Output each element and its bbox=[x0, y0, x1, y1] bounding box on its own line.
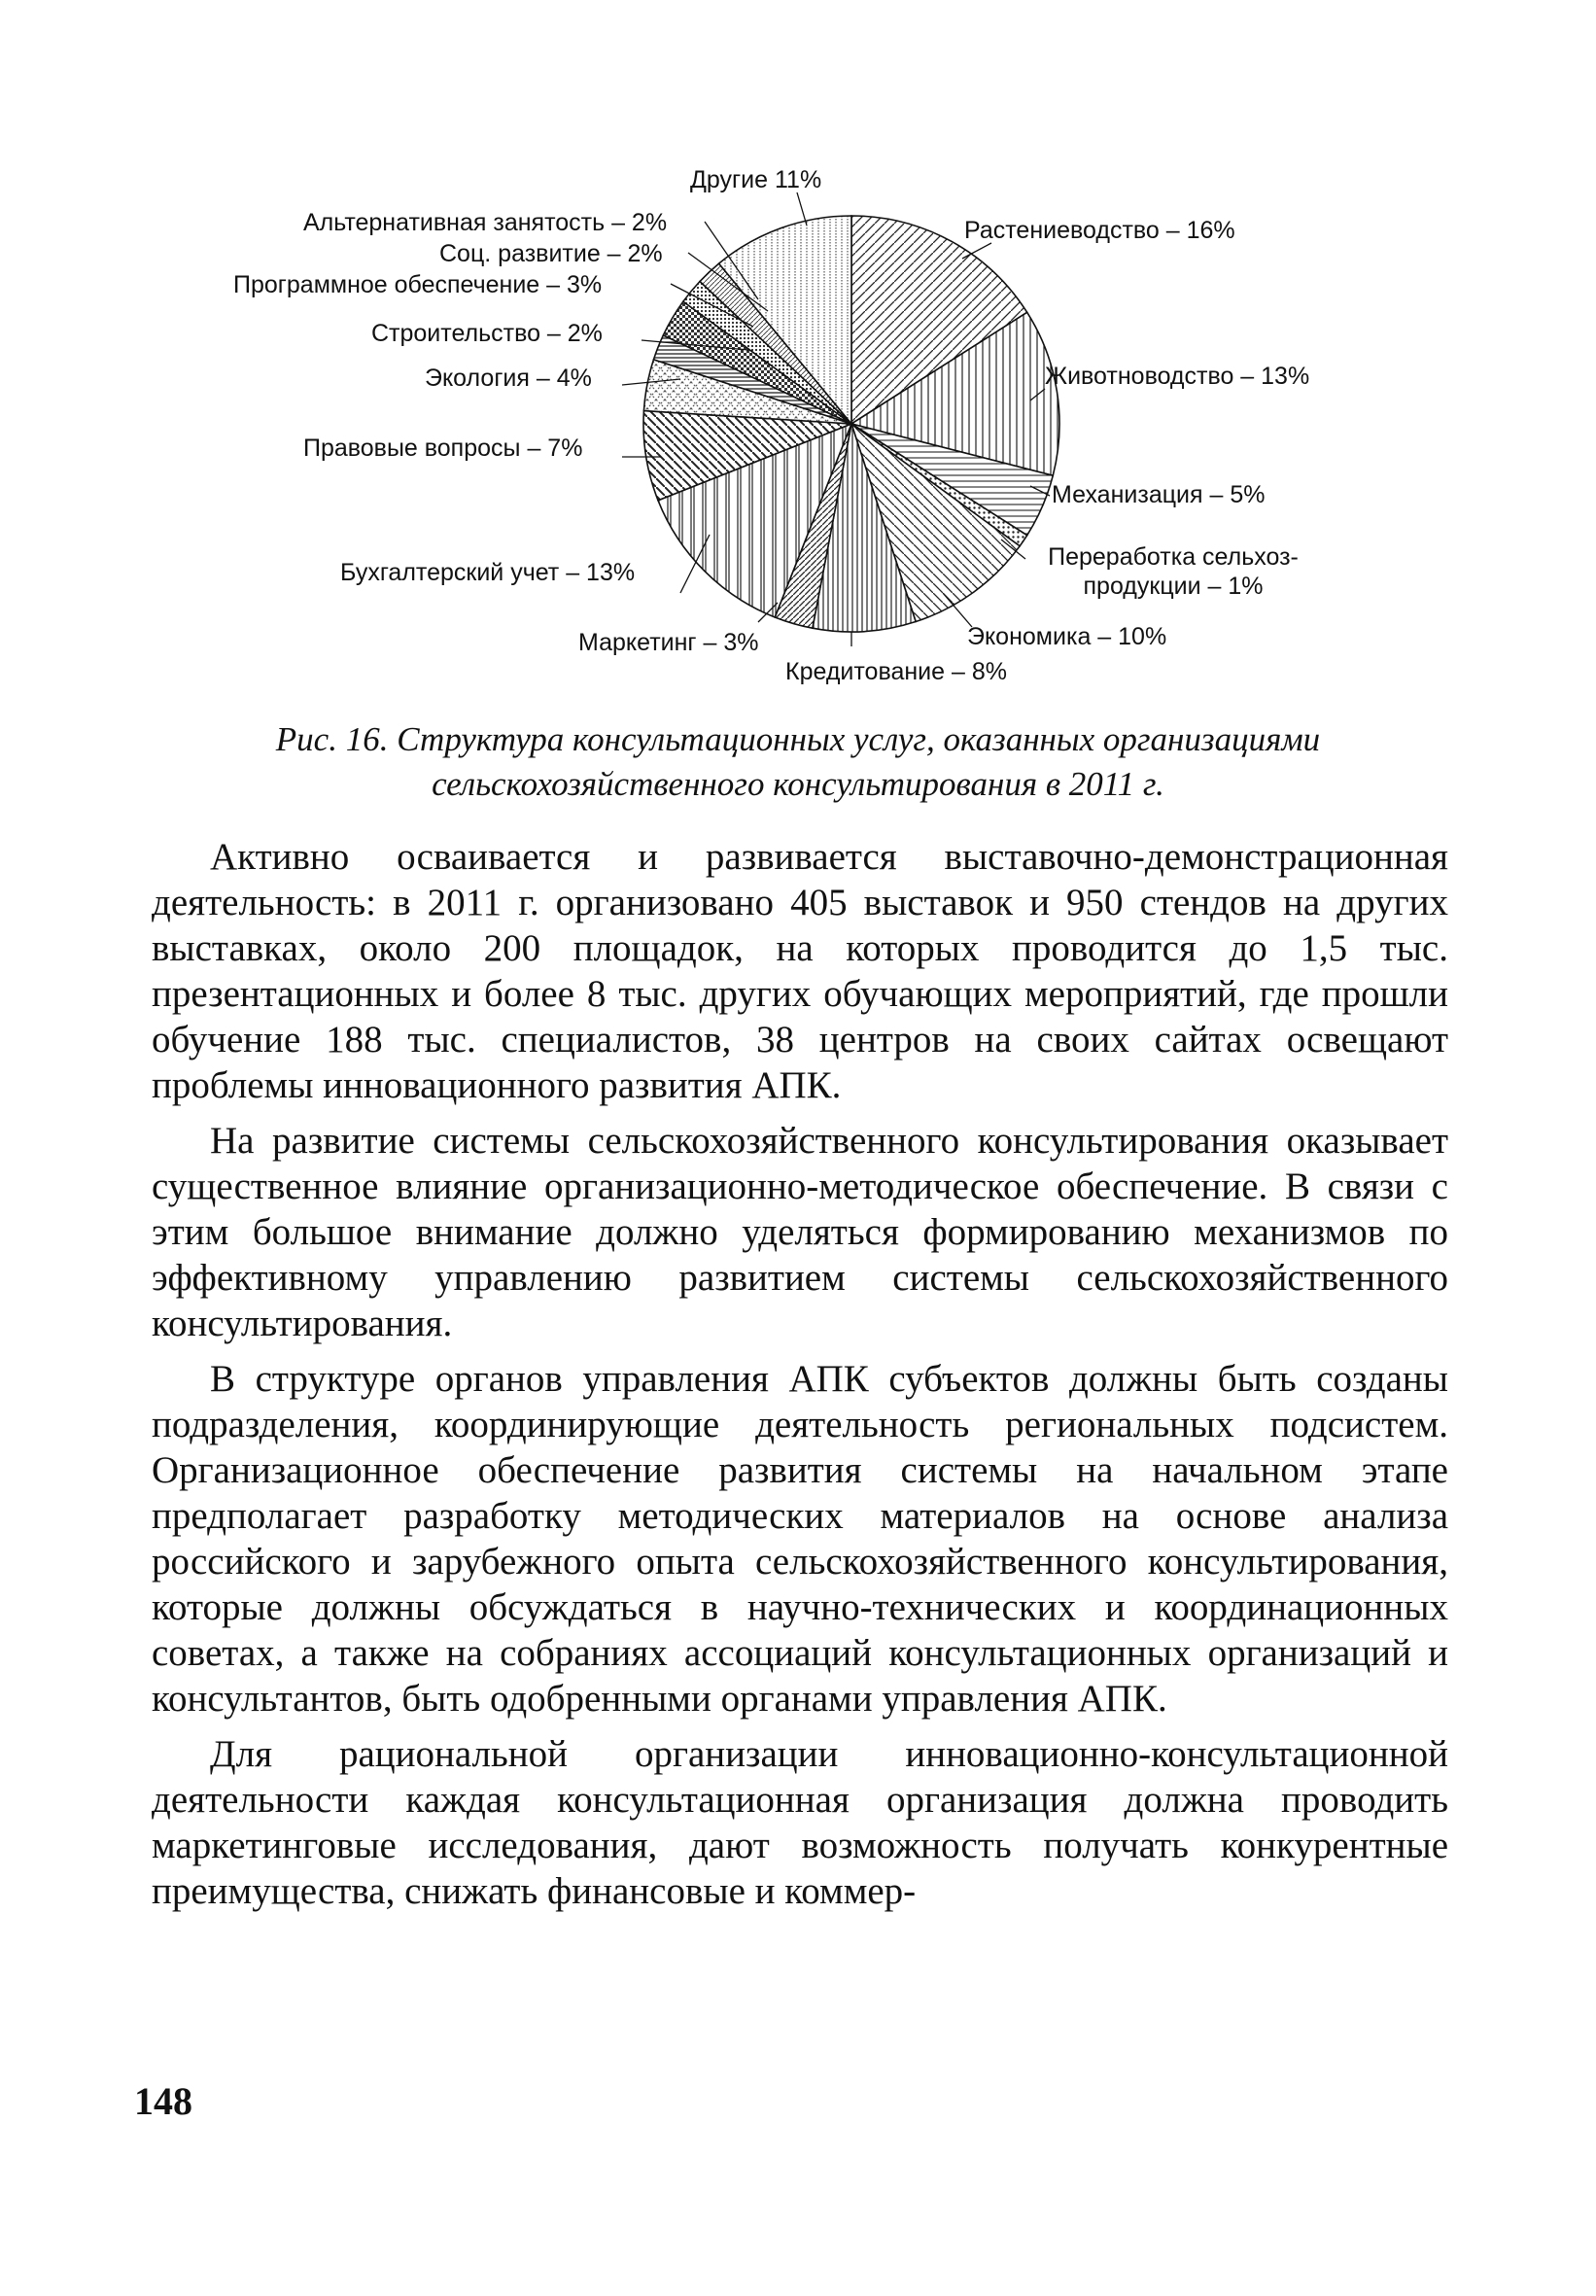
figure-caption: Рис. 16. Структура консультационных услуг, оказанных организациями сельскохозяйственного консультирования в 2011 г. bbox=[275, 720, 1321, 803]
label-animal: Животноводство – 13% bbox=[1045, 363, 1310, 390]
pie-chart-svg bbox=[0, 146, 1596, 700]
label-software: Программное обеспечение – 3% bbox=[233, 271, 603, 298]
label-marketing: Маркетинг – 3% bbox=[578, 629, 759, 656]
label-mech: Механизация – 5% bbox=[1052, 481, 1266, 508]
label-processing bbox=[1023, 542, 1324, 601]
paragraph: Для рациональной организации инновационно-консультационной деятельности каждая консультационная организация должна проводить маркетинговые исследования, дают возможность получать конкурентные преимущества, снижать финансовые и коммер- bbox=[152, 1733, 1448, 1912]
label-other: Другие 11% bbox=[690, 166, 822, 193]
label-social: Соц. развитие – 2% bbox=[439, 240, 663, 267]
paragraph: На развитие системы сельскохозяйственного консультирования оказывает существенное влияние организационно-методическое обеспечение. В связи с этим большое внимание должно уделяться формированию механизмов по эффективному управлению развитием системы сельскохозяйственного консультирования. bbox=[152, 1120, 1448, 1344]
label-plant: Растениеводство – 16% bbox=[964, 217, 1235, 244]
label-legal: Правовые вопросы – 7% bbox=[303, 435, 583, 462]
paragraph: Активно осваивается и развивается выставочно-демонстрационная деятельность: в 2011 г. организовано 405 выставок и 950 стендов на других выставках, около 200 площадок, на которых проводится до 1,5 тыс. презентационных и более 8 тыс. других обучающих мероприятий, где прошли обучение 188 тыс. специалистов, 38 центров на своих сайтах освещают проблемы инновационного развития АПК. bbox=[152, 836, 1448, 1106]
label-economy: Экономика – 10% bbox=[967, 623, 1167, 650]
page-number: 148 bbox=[134, 2079, 192, 2123]
label-credit: Кредитование – 8% bbox=[785, 658, 1007, 685]
body-text bbox=[152, 834, 1448, 1924]
label-accounting: Бухгалтерский учет – 13% bbox=[340, 559, 636, 586]
leader-other bbox=[797, 192, 807, 226]
pie-chart bbox=[0, 146, 1596, 700]
paragraph: В структуре органов управления АПК субъектов должны быть созданы подразделения, координирующие деятельность региональных подсистем. Организационное обеспечение развития системы на начальном этапе предполагает разработку методических материалов на основе анализа российского и зарубежного опыта сельскохозяйственного консультирования, которые должны обсуждаться в научно-технических и координационных советах, а также на собраниях ассоциаций консультационных организаций и консультантов, быть одобренными органами управления АПК. bbox=[152, 1358, 1448, 1720]
label-processing-text: Переработка сельхоз- продукции – 1% bbox=[1048, 543, 1299, 600]
label-ecology: Экология – 4% bbox=[425, 365, 592, 392]
label-construction: Строительство – 2% bbox=[371, 320, 603, 347]
label-alternative: Альтернативная занятость – 2% bbox=[303, 209, 668, 236]
